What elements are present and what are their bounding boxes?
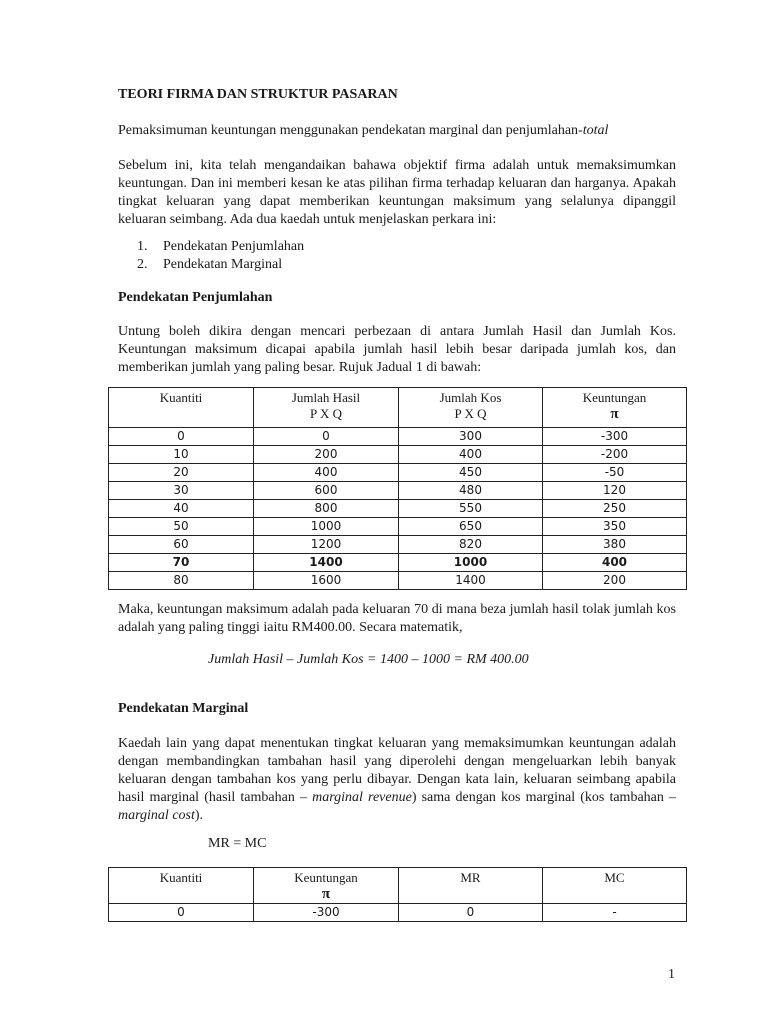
mr-mc-formula: MR = MC xyxy=(208,836,267,851)
table-row: 80 1600 1400 200 xyxy=(109,572,687,590)
table-row-highlight: 70 1400 1000 400 xyxy=(109,554,687,572)
table-header-row xyxy=(109,388,687,428)
conclusion-paragraph: Maka, keuntungan maksimum adalah pada keluaran 70 di mana beza jumlah hasil tolak jumlah kos adalah yang paling tinggi iaitu RM400.00. Secara matematik, xyxy=(118,602,676,635)
column-header: Jumlah Hasil P X Q xyxy=(254,388,399,428)
table-row: 10 200 400 -200 xyxy=(109,446,687,464)
column-header: Keuntungan π xyxy=(254,868,399,904)
section-paragraph: Untung boleh dikira dengan mencari perbezaan di antara Jumlah Hasil dan Jumlah Kos. Keuntungan maksimum dicapai apabila jumlah hasil lebih besar daripada jumlah kos, dan memberikan jumlah yang paling besar. Rujuk Jadual 1 di bawah: xyxy=(118,324,676,375)
table-row: 60 1200 820 380 xyxy=(109,536,687,554)
table-row: 20 400 450 -50 xyxy=(109,464,687,482)
table-row: 0 0 300 -300 xyxy=(109,428,687,446)
column-header: MC xyxy=(543,868,687,904)
page-number: 1 xyxy=(668,967,675,982)
section-heading-penjumlahan: Pendekatan Penjumlahan xyxy=(118,290,273,305)
approach-list xyxy=(137,238,304,274)
table-row: 50 1000 650 350 xyxy=(109,518,687,536)
table-2 xyxy=(108,867,687,922)
table-row: 30 600 480 120 xyxy=(109,482,687,500)
subtitle-italic: total xyxy=(582,123,609,138)
list-item: 2. Pendekatan Marginal xyxy=(137,257,283,272)
equation: Jumlah Hasil – Jumlah Kos = 1400 – 1000 = RM 400.00 xyxy=(208,652,529,667)
table-row: 0 -300 0 - xyxy=(109,904,687,922)
intro-paragraph: Sebelum ini, kita telah mengandaikan bahawa objektif firma adalah untuk memaksimumkan keuntungan. Dan ini memberi kesan ke atas pilihan firma terhadap keluaran dan harganya. Apakah tingkat keluaran yang dapat memberikan keuntungan maksimum yang selalunya dipanggil keluaran seimbang. Ada dua kaedah untuk menjelaskan perkara ini: xyxy=(118,158,676,227)
column-header: MR xyxy=(399,868,543,904)
column-header: Kuantiti xyxy=(109,868,254,904)
column-header: Jumlah Kos P X Q xyxy=(399,388,543,428)
table-1 xyxy=(108,387,687,590)
column-header: Keuntungan π xyxy=(543,388,687,428)
subtitle-text: Pemaksimuman keuntungan menggunakan pendekatan marginal dan penjumlahan- xyxy=(118,123,583,138)
table-header-row xyxy=(109,868,687,904)
list-item: 1. Pendekatan Penjumlahan xyxy=(137,239,305,254)
subtitle xyxy=(118,122,688,140)
page-title: TEORI FIRMA DAN STRUKTUR PASARAN xyxy=(118,87,398,102)
column-header: Kuantiti xyxy=(109,388,254,428)
section-heading-marginal: Pendekatan Marginal xyxy=(118,701,249,716)
marginal-paragraph: Kaedah lain yang dapat menentukan tingkat keluaran yang memaksimumkan keuntungan adalah dengan membandingkan tambahan hasil yang diperolehi dengan mengeluarkan lebih banyak keluaran dengan tambahan kos yang perlu dibayar. Dengan kata lain, keluaran seimbang apabila hasil marginal (hasil tambahan – marginal revenue) sama dengan kos marginal (kos tambahan – marginal cost). xyxy=(118,736,676,823)
table-row: 40 800 550 250 xyxy=(109,500,687,518)
